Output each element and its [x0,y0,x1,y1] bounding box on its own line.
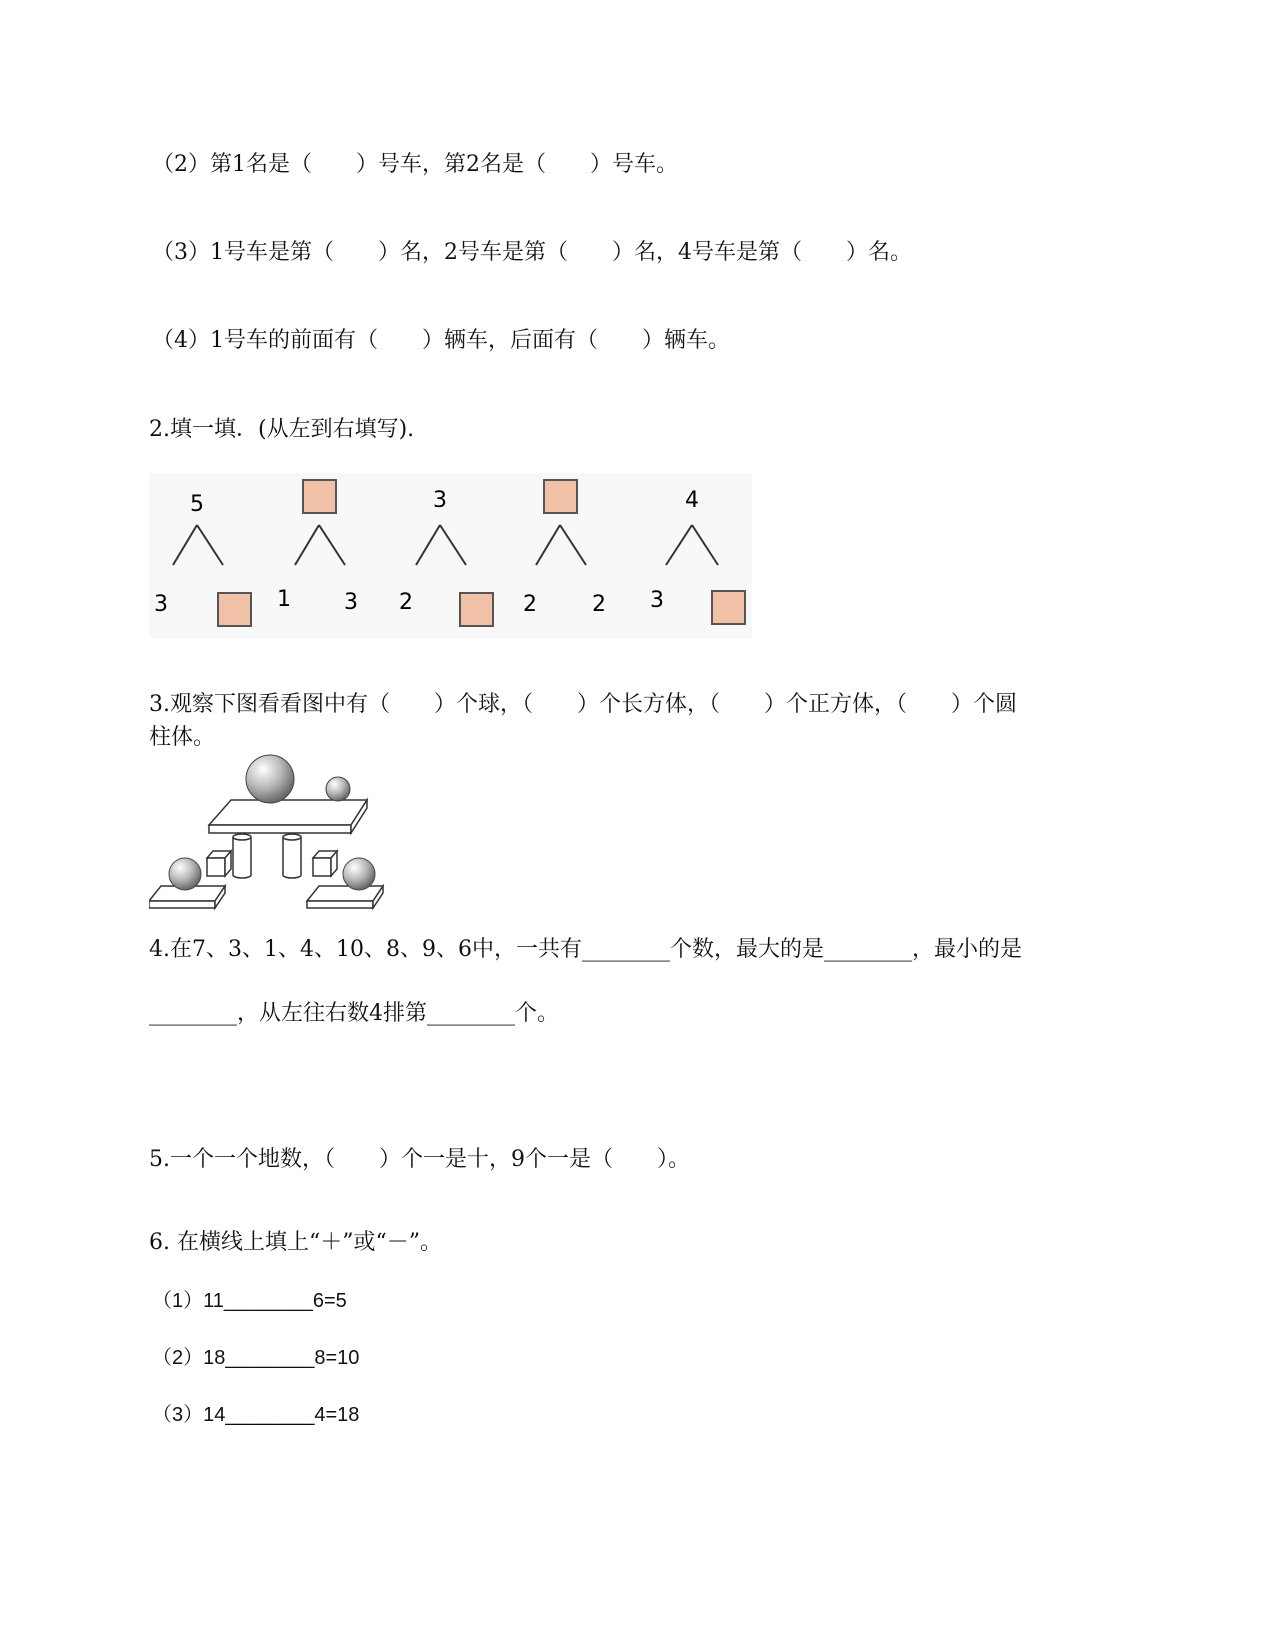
bond-4-right: 2 [592,592,606,617]
bond-3-left: 2 [399,590,413,615]
right-cuboid [307,886,383,908]
ball-right [343,858,375,890]
q1-part3: （3）1号车是第（ ）名，2号车是第（ ）名，4号车是第（ ）名。 [152,240,912,265]
bond-1-left: 3 [154,592,168,617]
q5-text: 5.一个一个地数，（ ）个一是十，9个一是（ ）。 [149,1147,690,1172]
cylinder-right [283,834,301,878]
bond-5-left: 3 [650,588,664,613]
q3-line1: 3.观察下图看看图中有（ ）个球，（ ）个长方体，（ ）个正方体，（ ）个圆 [149,692,1017,717]
bond-1-lines [173,525,223,565]
left-cube [207,851,231,876]
bond-2-left: 1 [277,587,291,612]
right-cube [313,851,337,876]
bond-1-top: 5 [190,492,204,517]
q3-line2: 柱体。 [149,725,216,750]
ball-large-top [246,755,294,803]
top-cuboid [209,800,367,833]
geometric-solids-figure [149,753,404,915]
bond-5-top: 4 [685,488,699,513]
ball-left [169,858,201,890]
q6-item-2: （2）18________8=10 [152,1347,360,1369]
number-bond-2 [277,480,358,615]
ball-small-top [326,777,350,801]
bond-4-answer-box[interactable] [544,480,577,513]
bond-5-lines [666,525,718,565]
bond-3-top: 3 [433,488,447,513]
bond-3-lines [416,525,466,565]
q1-part2: （2）第1名是（ ）号车，第2名是（ ）号车。 [152,152,678,177]
number-bond-5 [650,488,745,624]
bond-2-right: 3 [344,590,358,615]
q4-line2: ________，从左往右数4排第________个。 [149,1001,559,1026]
number-bond-3 [399,488,493,626]
number-bond-figure [149,473,752,638]
q2-title: 2.填一填．(从左到右填写). [149,417,415,442]
q6-item-1: （1）11________6=5 [152,1290,347,1312]
bond-2-answer-box[interactable] [303,480,336,513]
q1-part4: （4）1号车的前面有（ ）辆车，后面有（ ）辆车。 [152,328,730,353]
bond-4-lines [536,525,586,565]
bond-5-answer-box[interactable] [712,591,745,624]
q6-item-3: （3）14________4=18 [152,1404,360,1426]
q6-title: 6. 在横线上填上“＋”或“－”。 [149,1230,442,1255]
number-bond-4 [523,480,606,617]
bond-2-lines [295,525,345,565]
bond-1-answer-box[interactable] [218,593,251,626]
bond-4-left: 2 [523,592,537,617]
cylinder-left [233,834,251,878]
q4-line1: 4.在7、3、1、4、10、8、9、6中，一共有________个数，最大的是________，最小的是 [149,937,1022,962]
number-bond-1 [154,492,251,626]
bond-3-answer-box[interactable] [460,593,493,626]
